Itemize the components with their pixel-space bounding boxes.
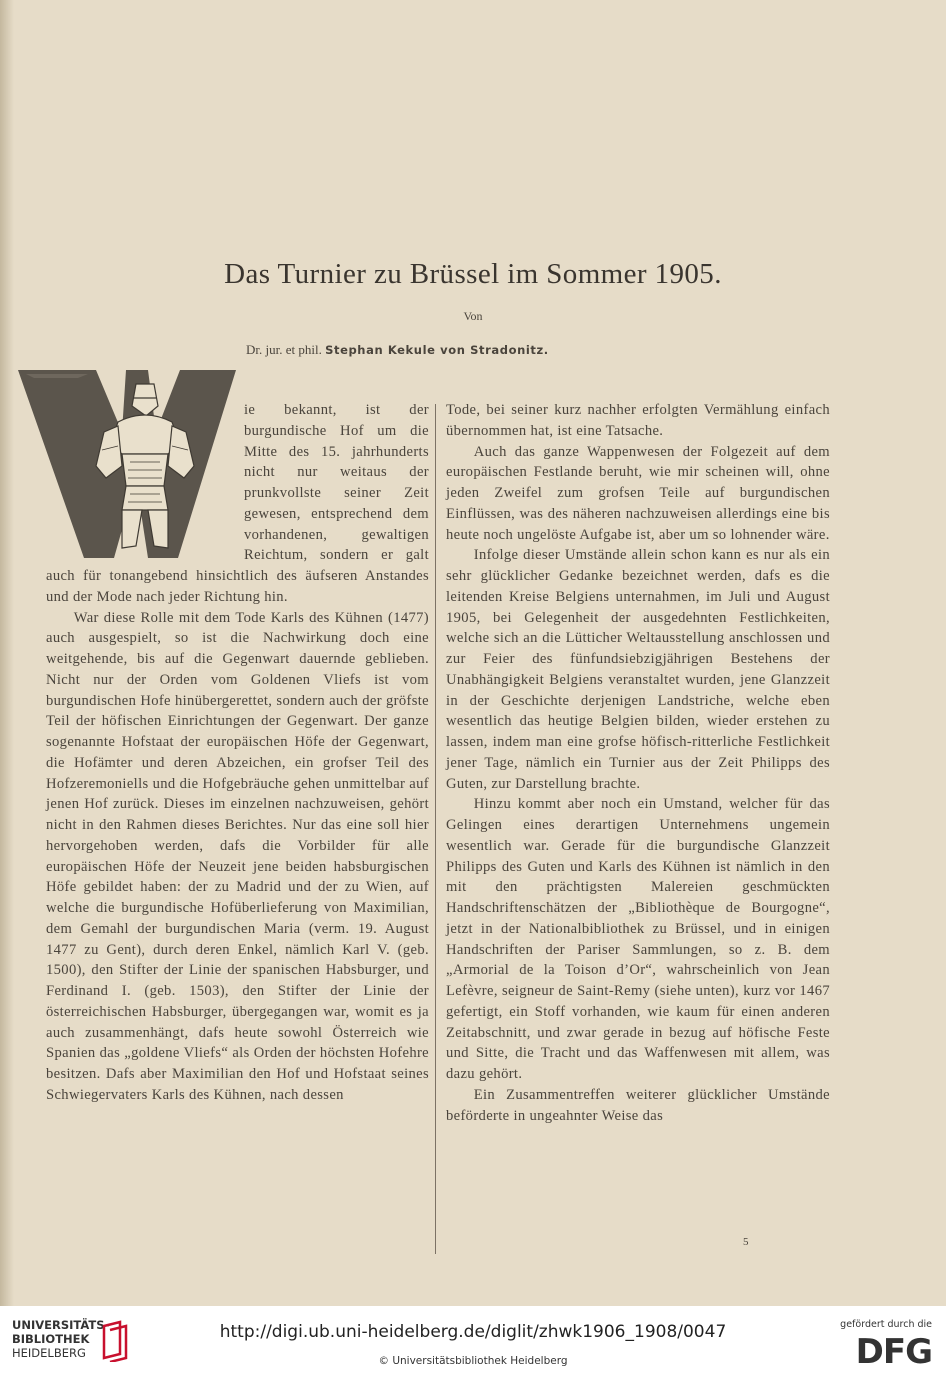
right-column — [446, 400, 830, 1126]
article-title: Das Turnier zu Brüssel im Sommer 1905. — [224, 258, 722, 290]
viewer-footer — [0, 1306, 946, 1378]
permalink-url[interactable]: http://digi.ub.uni-heidelberg.de/diglit/zhwk1906_1908/0047 — [219, 1322, 727, 1342]
library-name-line3: HEIDELBERG — [12, 1346, 86, 1360]
dfg-logo[interactable]: DFG — [855, 1332, 932, 1372]
library-name-line1: UNIVERSITÄTS- — [12, 1318, 110, 1332]
author-prefix: Dr. jur. et phil. — [246, 342, 322, 357]
page-edge-shadow — [0, 0, 14, 1306]
page-number: 5 — [743, 1236, 749, 1248]
library-name-line2: BIBLIOTHEK — [12, 1332, 90, 1346]
left-column — [46, 400, 429, 1106]
initial-w-knight-illustration — [18, 370, 236, 558]
paragraph: War diese Rolle mit dem Tode Karls des Kühnen (1477) auch ausgespielt, so ist die Nachwirkung doch eine weitgehende, bis auf die Gegenwart dauernde geblieben. Nicht nur der Orden vom Goldenen Vliefs ist vom burgundischen Hofe hinübergerettet, sondern auch der gröfste Teil der höfischen Einrichtungen der Gegenwart. Der ganze sogenannte Hofstaat der europäischen Höfe der Gegenwart, die Hofämter und deren Abzeichen, ein grofser Teil des Hofzeremoniells und die Hofgebräuche gehen unmittelbar auf jenen Hof zurück. Dieses im einzelnen nachzuweisen, gehört nicht in den Rahmen dieses Berichtes. Nur das eine soll hier hervorgehoben werden, dafs die Vorbilder für alle europäischen Höfe der Neuzeit jene beiden habsburgischen Höfe gebildet haben: der zu Madrid und der zu Wien, auf welche die burgundische Hofüberlieferung von Maximilian, dem Gemahl der burgundischen Maria (verm. 19. August 1477 zu Gent), durch deren Enkel, nämlich Karl V. (geb. 1500), den Stifter der Linie der spanischen Habsburger, und Ferdinand I. (geb. 1503), den Stifter der Linie der österreichischen Habsburger, übergegangen war, womit es ja auch zusammenhängt, dafs heute sowohl Österreich wie Spanien das „goldene Vliefs“ als Orden der höchsten Hofehre besitzen. Dafs aber Maximilian den Hof und Hofstaat seines Schwiegervaters Karls des Kühnen, nach dessen — [46, 609, 429, 1103]
byline-von: Von — [463, 309, 483, 323]
author-line — [246, 342, 549, 358]
paragraph: Ein Zusammentreffen weiterer glücklicher Umstände beförderte in ungeahnter Weise das — [446, 1086, 830, 1124]
paragraph: Tode, bei seiner kurz nachher erfolgten Vermählung einfach übernommen hat, ist eine Tatsache. — [446, 402, 830, 439]
paragraph: Auch das ganze Wappenwesen der Folgezeit auf dem europäischen Festlande beruht, wie mir scheinen will, ohne jeden Zweifel zum grofsen Teile auf burgundischen Einflüssen, was des näheren nachzuweisen allerdings eine bis heute noch ungelöste Aufgabe ist, aber um so lohnender wäre. — [446, 443, 830, 543]
funding-caption: gefördert durch die — [840, 1319, 932, 1330]
author-name: Stephan Kekule von Stradonitz. — [325, 343, 549, 357]
copyright-notice: © Universitätsbibliothek Heidelberg — [378, 1355, 568, 1367]
paragraph: Infolge dieser Umstände allein schon kann es nur als ein sehr glücklicher Gedanke bezeichnet werden, dafs es die leitenden Kreise Belgiens unternahmen, im Juli und August 1905, bei Gelegenheit der ausgedehnten Festlichkeiten, welche sich an die Lütticher Weltausstellung anschlossen und zur Feier des fünfundsiebzigjährigen Bestehens der Unabhängigkeit Belgiens veranstaltet wurden, jene Glanzzeit in der Geschichte derjenigen Landstriche, welche eben wesentlich das heutige Belgien bilden, wieder erstehen zu lassen, indem man eine grofse höfisch-ritterliche Festlichkeit jener Tage, nämlich ein Turnier aus der Zeit Philipps des Guten, zur Darstellung brachte. — [446, 547, 830, 792]
column-divider — [435, 404, 436, 1254]
paragraph: Hinzu kommt aber noch ein Umstand, welcher für das Gelingen eines derartigen Unternehmens ungemein wesentlich war. Gerade für die burgundische Glanzzeit Philipps des Guten und Karls des Kühnen ist nämlich in den mit den prächtigsten Malereien geschmückten Handschriftenschätzen der „Bibliothèque de Bourgogne“, jetzt in der Nationalbibliothek zu Brüssel, und in einigen Handschriften der Pariser Sammlungen, so z. B. dem „Armorial de la Toison d’Or“, wahrscheinlich von Jean Lefèvre, seigneur de Saint-Remy (siehe unten), kurz vor 1467 gefertigt, ein Stoff vorhanden, wie kaum für einen anderen Zeitabschnitt, und zwar gerade in bezug auf höfische Feste und Sitte, die Tracht und das Waffenwesen mit allem, was dazu gehört. — [446, 796, 830, 1082]
paragraph: ie bekannt, ist der burgundische Hof um die Mitte des 15. jahrhunderts nicht nur weitaus der prunkvollste seiner Zeit gewesen, entsprechend dem vorhandenen, gewaltigen Reichtum, sondern er galt auch für tonangebend hinsichtlich des äufseren Anstandes und der Mode nach jeder Richtung hin. — [46, 402, 429, 605]
